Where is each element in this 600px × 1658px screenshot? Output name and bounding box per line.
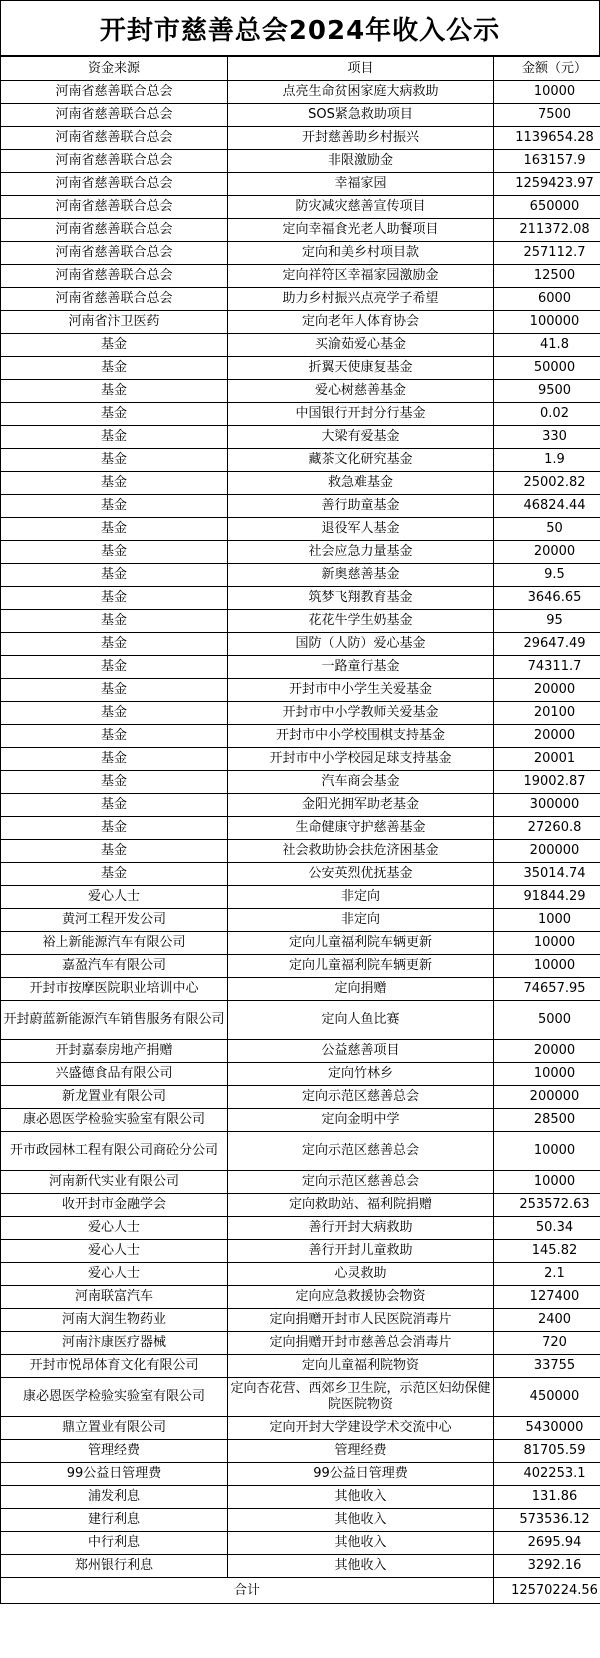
table-row: [1, 610, 600, 633]
cell-amount: 27260.8: [494, 817, 600, 840]
cell-amount: 9.5: [494, 564, 600, 587]
cell-item: 生命健康守护慈善基金: [228, 817, 494, 840]
cell-source: 河南省慈善联合总会: [1, 265, 228, 288]
cell-item: 公益慈善项目: [228, 1040, 494, 1063]
header-row: [1, 57, 600, 81]
cell-item: 退役军人基金: [228, 518, 494, 541]
cell-item: 其他收入: [228, 1486, 494, 1509]
cell-amount: 145.82: [494, 1240, 600, 1263]
cell-source: 河南省慈善联合总会: [1, 104, 228, 127]
cell-item: 定向示范区慈善总会: [228, 1171, 494, 1194]
cell-amount: 50.34: [494, 1217, 600, 1240]
cell-source: 河南新代实业有限公司: [1, 1171, 228, 1194]
table-row: [1, 311, 600, 334]
table-row: [1, 288, 600, 311]
table-row: [1, 1286, 600, 1309]
cell-amount: 200000: [494, 1086, 600, 1109]
table-row: [1, 1332, 600, 1355]
cell-item: 定向儿童福利院物资: [228, 1355, 494, 1378]
cell-source: 河南省慈善联合总会: [1, 173, 228, 196]
cell-amount: 211372.08: [494, 219, 600, 242]
table-row: [1, 1263, 600, 1286]
table-row: [1, 564, 600, 587]
table-row: [1, 863, 600, 886]
cell-source: 河南省慈善联合总会: [1, 81, 228, 104]
table-row: [1, 1109, 600, 1132]
cell-source: 基金: [1, 564, 228, 587]
cell-amount: 10000: [494, 1063, 600, 1086]
table-row: [1, 1440, 600, 1463]
cell-source: 基金: [1, 449, 228, 472]
cell-amount: 20001: [494, 748, 600, 771]
cell-amount: 46824.44: [494, 495, 600, 518]
cell-amount: 95: [494, 610, 600, 633]
cell-amount: 1000: [494, 909, 600, 932]
cell-item: 社会应急力量基金: [228, 541, 494, 564]
cell-source: 基金: [1, 495, 228, 518]
table-row: [1, 817, 600, 840]
cell-item: 定向老年人体育协会: [228, 311, 494, 334]
table-row: [1, 633, 600, 656]
cell-source: 兴盛德食品有限公司: [1, 1063, 228, 1086]
table-row: [1, 265, 600, 288]
table-row: [1, 1417, 600, 1440]
cell-amount: 2400: [494, 1309, 600, 1332]
cell-item: 筑梦飞翔教育基金: [228, 587, 494, 610]
cell-item: 一路童行基金: [228, 656, 494, 679]
table-row: [1, 1217, 600, 1240]
cell-source: 爱心人士: [1, 1217, 228, 1240]
cell-item: 折翼天使康复基金: [228, 357, 494, 380]
cell-source: 基金: [1, 679, 228, 702]
cell-item: 定向杏花营、西郊乡卫生院，示范区妇幼保健院医院物资: [228, 1378, 494, 1417]
cell-amount: 35014.74: [494, 863, 600, 886]
cell-item: 大梁有爱基金: [228, 426, 494, 449]
table-row: [1, 1171, 600, 1194]
cell-item: 心灵救助: [228, 1263, 494, 1286]
table-row: [1, 771, 600, 794]
table-row: [1, 587, 600, 610]
cell-source: 河南省慈善联合总会: [1, 150, 228, 173]
header-source: 资金来源: [1, 57, 228, 81]
cell-item: 开封市中小学校围棋支持基金: [228, 725, 494, 748]
cell-source: 河南省慈善联合总会: [1, 127, 228, 150]
cell-source: 基金: [1, 334, 228, 357]
cell-item: 国防（人防）爱心基金: [228, 633, 494, 656]
cell-item: 定向金明中学: [228, 1109, 494, 1132]
cell-source: 基金: [1, 725, 228, 748]
cell-amount: 5430000: [494, 1417, 600, 1440]
cell-item: 防灾减灾慈善宣传项目: [228, 196, 494, 219]
cell-amount: 1259423.97: [494, 173, 600, 196]
cell-amount: 5000: [494, 1001, 600, 1040]
cell-item: 开封慈善助乡村振兴: [228, 127, 494, 150]
table-row: [1, 886, 600, 909]
cell-amount: 28500: [494, 1109, 600, 1132]
cell-source: 管理经费: [1, 1440, 228, 1463]
table-row: [1, 909, 600, 932]
cell-source: 基金: [1, 518, 228, 541]
cell-amount: 131.86: [494, 1486, 600, 1509]
table-row: [1, 1509, 600, 1532]
cell-source: 康必恩医学检验实验室有限公司: [1, 1109, 228, 1132]
cell-item: 定向示范区慈善总会: [228, 1132, 494, 1171]
cell-source: 河南省汴卫医药: [1, 311, 228, 334]
cell-source: 基金: [1, 656, 228, 679]
header-item: 项目: [228, 57, 494, 81]
cell-amount: 1139654.28: [494, 127, 600, 150]
cell-item: 开封市中小学生关爱基金: [228, 679, 494, 702]
income-table: [0, 56, 600, 1604]
cell-item: 善行助童基金: [228, 495, 494, 518]
table-row: [1, 794, 600, 817]
cell-source: 99公益日管理费: [1, 1463, 228, 1486]
table-row: [1, 403, 600, 426]
cell-source: 基金: [1, 403, 228, 426]
cell-amount: 20000: [494, 1040, 600, 1063]
cell-item: 定向儿童福利院车辆更新: [228, 932, 494, 955]
table-row: [1, 495, 600, 518]
cell-item: 新奥慈善基金: [228, 564, 494, 587]
total-label: 合计: [1, 1578, 494, 1604]
cell-source: 基金: [1, 794, 228, 817]
cell-amount: 12500: [494, 265, 600, 288]
cell-source: 河南省慈善联合总会: [1, 219, 228, 242]
cell-amount: 573536.12: [494, 1509, 600, 1532]
table-row: [1, 1555, 600, 1578]
cell-item: SOS紧急救助项目: [228, 104, 494, 127]
table-row: [1, 1240, 600, 1263]
table-row: [1, 380, 600, 403]
cell-amount: 3646.65: [494, 587, 600, 610]
table-row: [1, 127, 600, 150]
cell-source: 郑州银行利息: [1, 1555, 228, 1578]
cell-amount: 10000: [494, 1171, 600, 1194]
table-row: [1, 1355, 600, 1378]
table-row: [1, 219, 600, 242]
cell-source: 基金: [1, 863, 228, 886]
cell-item: 汽车商会基金: [228, 771, 494, 794]
table-row: [1, 104, 600, 127]
cell-amount: 0.02: [494, 403, 600, 426]
cell-item: 点亮生命贫困家庭大病救助: [228, 81, 494, 104]
cell-item: 定向和美乡村项目款: [228, 242, 494, 265]
cell-source: 开市政园林工程有限公司商砼分公司: [1, 1132, 228, 1171]
cell-amount: 10000: [494, 1132, 600, 1171]
cell-amount: 91844.29: [494, 886, 600, 909]
cell-amount: 720: [494, 1332, 600, 1355]
cell-item: 定向应急救援协会物资: [228, 1286, 494, 1309]
cell-amount: 20000: [494, 725, 600, 748]
table-row: [1, 1132, 600, 1171]
cell-source: 基金: [1, 426, 228, 449]
table-row: [1, 518, 600, 541]
cell-source: 基金: [1, 610, 228, 633]
cell-source: 河南省慈善联合总会: [1, 242, 228, 265]
cell-item: 社会救助协会扶危济困基金: [228, 840, 494, 863]
cell-amount: 33755: [494, 1355, 600, 1378]
cell-source: 中行利息: [1, 1532, 228, 1555]
cell-amount: 3292.16: [494, 1555, 600, 1578]
cell-amount: 74657.95: [494, 978, 600, 1001]
cell-item: 定向祥符区幸福家园激励金: [228, 265, 494, 288]
table-row: [1, 357, 600, 380]
cell-item: 定向示范区慈善总会: [228, 1086, 494, 1109]
cell-source: 河南省慈善联合总会: [1, 288, 228, 311]
cell-amount: 257112.7: [494, 242, 600, 265]
cell-source: 基金: [1, 357, 228, 380]
cell-item: 助力乡村振兴点亮学子希望: [228, 288, 494, 311]
cell-source: 基金: [1, 633, 228, 656]
cell-item: 定向捐赠开封市慈善总会消毒片: [228, 1332, 494, 1355]
cell-item: 定向竹林乡: [228, 1063, 494, 1086]
cell-source: 河南汴康医疗器械: [1, 1332, 228, 1355]
cell-amount: 6000: [494, 288, 600, 311]
cell-amount: 10000: [494, 932, 600, 955]
cell-source: 基金: [1, 748, 228, 771]
cell-amount: 163157.9: [494, 150, 600, 173]
cell-amount: 253572.63: [494, 1194, 600, 1217]
table-row: [1, 1378, 600, 1417]
cell-source: 基金: [1, 817, 228, 840]
cell-item: 幸福家园: [228, 173, 494, 196]
cell-amount: 330: [494, 426, 600, 449]
cell-item: 非限激励金: [228, 150, 494, 173]
cell-item: 善行开封儿童救助: [228, 1240, 494, 1263]
cell-source: 爱心人士: [1, 1263, 228, 1286]
table-row: [1, 150, 600, 173]
cell-item: 花花牛学生奶基金: [228, 610, 494, 633]
cell-amount: 9500: [494, 380, 600, 403]
cell-amount: 2.1: [494, 1263, 600, 1286]
cell-item: 管理经费: [228, 1440, 494, 1463]
cell-amount: 20000: [494, 541, 600, 564]
cell-source: 爱心人士: [1, 886, 228, 909]
table-row: [1, 472, 600, 495]
cell-source: 基金: [1, 541, 228, 564]
table-row: [1, 1001, 600, 1040]
cell-item: 99公益日管理费: [228, 1463, 494, 1486]
cell-item: 善行开封大病救助: [228, 1217, 494, 1240]
cell-source: 开封市按摩医院职业培训中心: [1, 978, 228, 1001]
cell-amount: 450000: [494, 1378, 600, 1417]
cell-amount: 19002.87: [494, 771, 600, 794]
table-row: [1, 1309, 600, 1332]
cell-amount: 81705.59: [494, 1440, 600, 1463]
cell-item: 中国银行开封分行基金: [228, 403, 494, 426]
table-row: [1, 449, 600, 472]
cell-item: 定向开封大学建设学术交流中心: [228, 1417, 494, 1440]
cell-item: 定向救助站、福利院捐赠: [228, 1194, 494, 1217]
table-row: [1, 1532, 600, 1555]
cell-amount: 2695.94: [494, 1532, 600, 1555]
table-row: [1, 702, 600, 725]
cell-amount: 650000: [494, 196, 600, 219]
cell-source: 基金: [1, 840, 228, 863]
cell-amount: 200000: [494, 840, 600, 863]
cell-item: 定向捐赠开封市人民医院消毒片: [228, 1309, 494, 1332]
cell-item: 公安英烈优抚基金: [228, 863, 494, 886]
table-row: [1, 334, 600, 357]
cell-amount: 50000: [494, 357, 600, 380]
cell-item: 定向幸福食光老人助餐项目: [228, 219, 494, 242]
table-row: [1, 1463, 600, 1486]
cell-item: 定向人鱼比赛: [228, 1001, 494, 1040]
cell-amount: 1.9: [494, 449, 600, 472]
cell-amount: 300000: [494, 794, 600, 817]
cell-source: 鼎立置业有限公司: [1, 1417, 228, 1440]
cell-amount: 74311.7: [494, 656, 600, 679]
cell-amount: 50: [494, 518, 600, 541]
table-row: [1, 196, 600, 219]
total-amount: 12570224.56: [494, 1578, 600, 1604]
cell-item: 藏茶文化研究基金: [228, 449, 494, 472]
cell-item: 开封市中小学教师关爱基金: [228, 702, 494, 725]
cell-item: 爱心树慈善基金: [228, 380, 494, 403]
cell-amount: 127400: [494, 1286, 600, 1309]
cell-amount: 10000: [494, 81, 600, 104]
cell-source: 河南省慈善联合总会: [1, 196, 228, 219]
cell-amount: 10000: [494, 955, 600, 978]
cell-item: 其他收入: [228, 1509, 494, 1532]
cell-item: 非定向: [228, 909, 494, 932]
cell-source: 河南大润生物药业: [1, 1309, 228, 1332]
table-row: [1, 656, 600, 679]
header-amount: 金额（元）: [494, 57, 600, 81]
table-row: [1, 242, 600, 265]
cell-item: 非定向: [228, 886, 494, 909]
table-row: [1, 725, 600, 748]
total-row: [1, 1578, 600, 1604]
cell-amount: 25002.82: [494, 472, 600, 495]
table-row: [1, 1040, 600, 1063]
cell-source: 新龙置业有限公司: [1, 1086, 228, 1109]
cell-source: 康必恩医学检验实验室有限公司: [1, 1378, 228, 1417]
cell-item: 其他收入: [228, 1555, 494, 1578]
cell-source: 开封蔚蓝新能源汽车销售服务有限公司: [1, 1001, 228, 1040]
cell-source: 浦发利息: [1, 1486, 228, 1509]
cell-source: 基金: [1, 380, 228, 403]
table-row: [1, 932, 600, 955]
table-row: [1, 748, 600, 771]
cell-amount: 402253.1: [494, 1463, 600, 1486]
cell-item: 开封市中小学校园足球支持基金: [228, 748, 494, 771]
table-row: [1, 81, 600, 104]
cell-source: 裕上新能源汽车有限公司: [1, 932, 228, 955]
table-row: [1, 173, 600, 196]
table-row: [1, 541, 600, 564]
cell-source: 爱心人士: [1, 1240, 228, 1263]
cell-item: 其他收入: [228, 1532, 494, 1555]
cell-amount: 20100: [494, 702, 600, 725]
cell-item: 金阳光拥军助老基金: [228, 794, 494, 817]
cell-source: 基金: [1, 587, 228, 610]
cell-amount: 29647.49: [494, 633, 600, 656]
cell-source: 建行利息: [1, 1509, 228, 1532]
cell-source: 黄河工程开发公司: [1, 909, 228, 932]
table-row: [1, 1486, 600, 1509]
table-row: [1, 679, 600, 702]
cell-source: 开封市悦昂体育文化有限公司: [1, 1355, 228, 1378]
cell-item: 定向儿童福利院车辆更新: [228, 955, 494, 978]
cell-item: 定向捐赠: [228, 978, 494, 1001]
table-row: [1, 840, 600, 863]
cell-source: 开封嘉泰房地产捐赠: [1, 1040, 228, 1063]
table-row: [1, 978, 600, 1001]
cell-source: 河南联富汽车: [1, 1286, 228, 1309]
cell-source: 基金: [1, 472, 228, 495]
table-row: [1, 1063, 600, 1086]
table-row: [1, 955, 600, 978]
page-title: 开封市慈善总会2024年收入公示: [0, 0, 600, 56]
table-row: [1, 1086, 600, 1109]
cell-source: 收开封市金融学会: [1, 1194, 228, 1217]
cell-amount: 41.8: [494, 334, 600, 357]
cell-source: 基金: [1, 771, 228, 794]
table-row: [1, 426, 600, 449]
cell-source: 基金: [1, 702, 228, 725]
table-row: [1, 1194, 600, 1217]
cell-amount: 100000: [494, 311, 600, 334]
cell-item: 救急难基金: [228, 472, 494, 495]
cell-item: 买渝茹爱心基金: [228, 334, 494, 357]
cell-source: 嘉盈汽车有限公司: [1, 955, 228, 978]
cell-amount: 20000: [494, 679, 600, 702]
cell-amount: 7500: [494, 104, 600, 127]
